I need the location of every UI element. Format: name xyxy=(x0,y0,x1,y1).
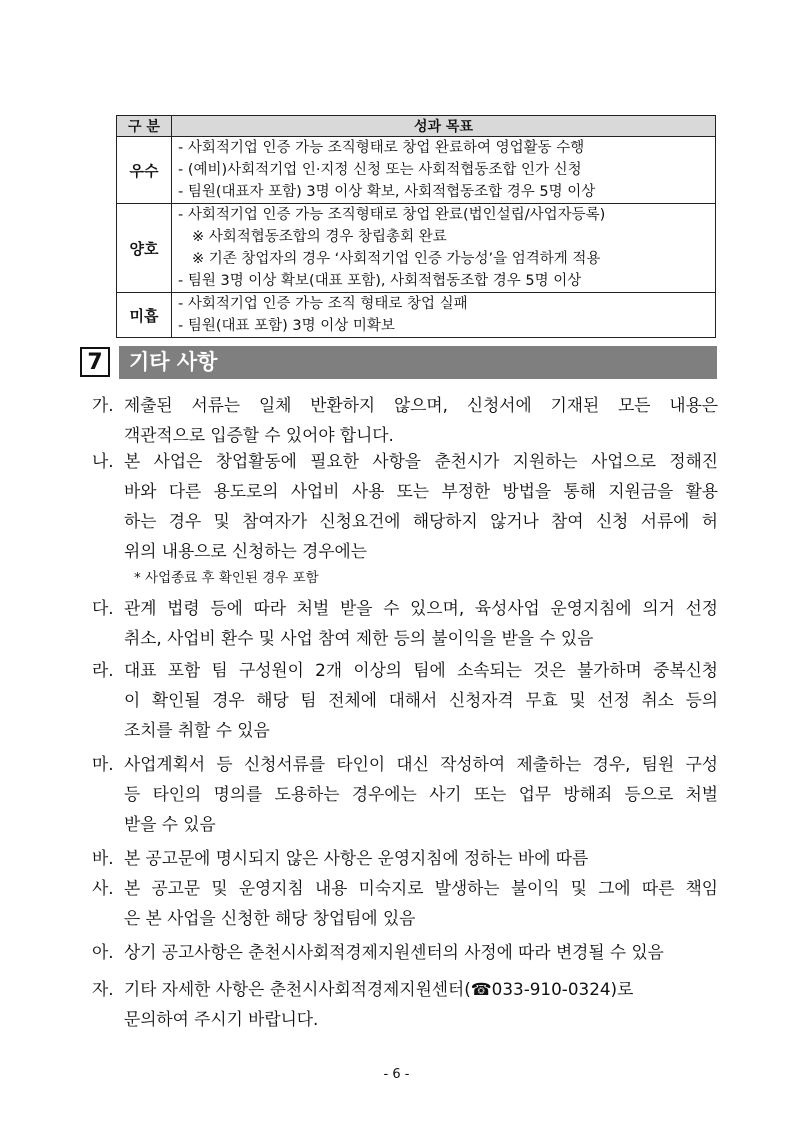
item-line: 문의하여 주시기 바랍니다. xyxy=(124,1009,319,1029)
grade-label: 우수 xyxy=(117,137,172,204)
item-marker: 가. xyxy=(92,395,114,415)
table-header-row xyxy=(117,116,716,137)
item-line: 객관적으로 입증할 수 있어야 합니다. xyxy=(124,425,394,445)
item-line: 상기 공고사항은 춘천시사회적경제지원센터의 사정에 따라 변경될 수 있음 xyxy=(124,942,664,962)
item-line: 조치를 취할 수 있음 xyxy=(124,720,270,740)
item-marker: 사. xyxy=(92,878,114,898)
item-line: 제출된 서류는 일체 반환하지 않으며, 신청서에 기재된 모든 내용은 xyxy=(124,395,718,415)
goal-note: ※ 기존 창업자의 경우 ‘사회적기업 인증 가능성’을 엄격하게 적용 xyxy=(192,251,601,267)
item-marker: 바. xyxy=(92,848,114,868)
item-marker: 마. xyxy=(92,754,114,774)
item-line: 관계 법령 등에 따라 처벌 받을 수 있으며, 육성사업 운영지침에 의거 선정 xyxy=(124,598,718,618)
goal-item: - (예비)사회적기업 인·지정 신청 또는 사회적협동조합 인가 신청 xyxy=(178,162,582,178)
item-line: 본 공고문 및 운영지침 내용 미숙지로 발생하는 불이익 및 그에 따른 책임 xyxy=(124,878,718,898)
item-marker: 아. xyxy=(92,942,114,962)
section-title: 기타 사항 xyxy=(119,346,717,379)
item-line: 이 확인될 경우 해당 팀 전체에 대해서 신청자격 무효 및 선정 취소 등의 xyxy=(124,690,718,710)
goal-item: - 팀원(대표자 포함) 3명 이상 확보, 사회적협동조합 경우 5명 이상 xyxy=(178,184,596,200)
goal-item: - 사회적기업 인증 가능 조직형태로 창업 완료하여 영업활동 수행 xyxy=(178,140,585,156)
goal-items xyxy=(172,293,716,338)
item-marker: 라. xyxy=(92,660,114,680)
item-marker: 다. xyxy=(92,598,114,618)
item-line: 사업계획서 등 신청서류를 타인이 대신 작성하여 제출하는 경우, 팀원 구성 xyxy=(124,754,718,774)
goal-item: - 사회적기업 인증 가능 조직형태로 창업 완료(법인설립/사업자등록) xyxy=(178,207,606,223)
performance-goal-table xyxy=(116,115,716,338)
goal-note: ※ 사회적협동조합의 경우 창립총회 완료 xyxy=(192,229,447,245)
item-line: 본 사업은 창업활동에 필요한 사항을 춘천시가 지원하는 사업으로 정해진 xyxy=(124,451,718,471)
table-row xyxy=(117,204,716,293)
page-number: - 6 - xyxy=(383,1067,410,1082)
item-line: 대표 포함 팀 구성원이 2개 이상의 팀에 소속되는 것은 불가하며 중복신청 xyxy=(124,660,718,680)
item-marker: 자. xyxy=(92,979,114,999)
header-goal: 성과 목표 xyxy=(172,116,716,137)
list-item xyxy=(92,873,718,933)
grade-label: 양호 xyxy=(117,204,172,293)
goal-items xyxy=(172,204,716,293)
list-item xyxy=(92,655,718,745)
item-line: 본 공고문에 명시되지 않은 사항은 운영지침에 정하는 바에 따름 xyxy=(124,848,589,868)
item-line: 받을 수 있음 xyxy=(124,814,216,834)
grade-label: 미흡 xyxy=(117,293,172,338)
item-line: 등 타인의 명의를 도용하는 경우에는 사기 또는 업무 방해죄 등으로 처벌 xyxy=(124,784,718,804)
goal-items xyxy=(172,137,716,204)
goal-item: - 사회적기업 인증 가능 조직 형태로 창업 실패 xyxy=(178,296,468,312)
goal-item: - 팀원 3명 이상 확보(대표 포함), 사회적협동조합 경우 5명 이상 xyxy=(178,273,582,289)
item-line: 기타 자세한 사항은 춘천시사회적경제지원센터(☎033-910-0324)로 xyxy=(124,979,634,999)
item-line: 하는 경우 및 참여자가 신청요건에 해당하지 않거나 참여 신청 서류에 허 xyxy=(124,511,718,531)
item-line: 취소, 사업비 환수 및 사업 참여 제한 등의 불이익을 받을 수 있음 xyxy=(124,628,594,648)
section-number: 7 xyxy=(80,347,110,377)
item-line: 위의 내용으로 신청하는 경우에는 xyxy=(124,541,367,561)
list-item xyxy=(92,390,718,450)
list-item xyxy=(92,749,718,839)
table-row xyxy=(117,137,716,204)
item-line: 은 본 사업을 신청한 해당 창업팀에 있음 xyxy=(124,908,416,928)
list-item xyxy=(92,843,718,873)
list-item xyxy=(92,974,718,1034)
list-item xyxy=(92,937,718,967)
list-item xyxy=(92,446,718,566)
sub-note: * 사업종료 후 확인된 경우 포함 xyxy=(134,570,319,586)
header-category: 구 분 xyxy=(117,116,172,137)
item-line: 바와 다른 용도로의 사업비 사용 또는 부정한 방법을 통해 지원금을 활용 xyxy=(124,481,718,501)
table-row xyxy=(117,293,716,338)
goal-item: - 팀원(대표 포함) 3명 이상 미확보 xyxy=(178,318,395,334)
list-item xyxy=(92,593,718,653)
item-marker: 나. xyxy=(92,451,114,471)
